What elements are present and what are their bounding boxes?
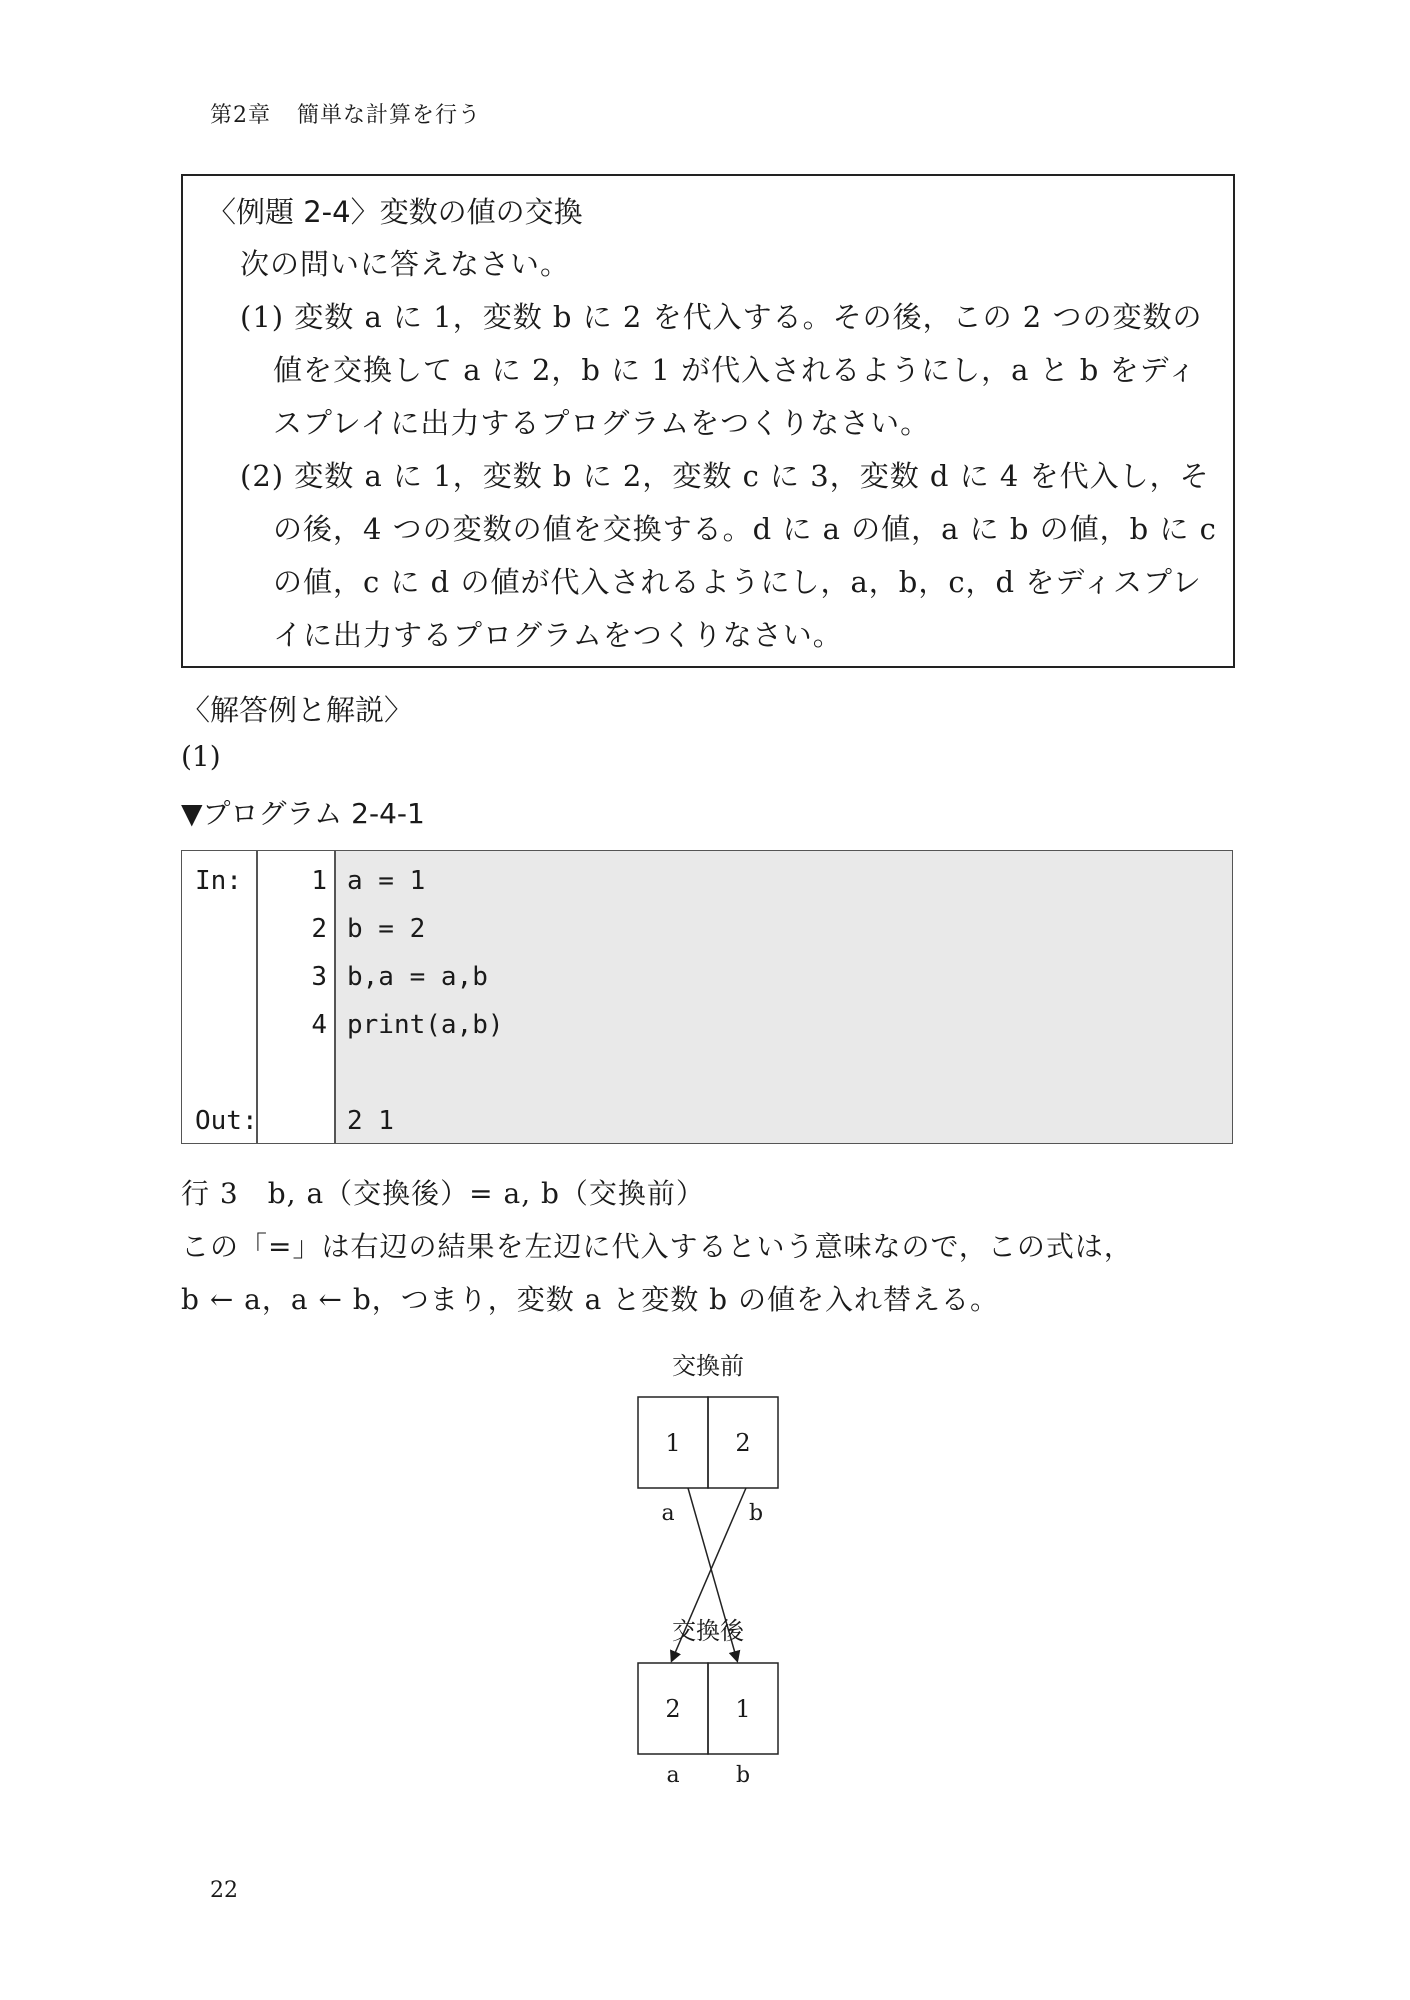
- chapter-label: 第2章: [210, 103, 271, 128]
- example-line: スプレイに出力するプログラムをつくりなさい。: [273, 406, 931, 440]
- example-line: (1) 変数 a に 1，変数 b に 2 を代入する。その後，この 2 つの変数の: [240, 300, 1203, 334]
- before-var: b: [748, 1501, 764, 1526]
- example-line: イに出力するプログラムをつくりなさい。: [273, 618, 843, 652]
- in-label: In:: [195, 866, 242, 896]
- example-line: の後，4 つの変数の値を交換する。d に a の値，a に b の値，b に c: [273, 512, 1217, 546]
- after-label: 交換後: [672, 1617, 744, 1645]
- before-label: 交換前: [672, 1352, 744, 1380]
- explanation-line: この「=」は右辺の結果を左辺に代入するという意味なので，この式は，: [181, 1230, 1133, 1263]
- example-title: 〈例題 2-4〉変数の値の交換: [207, 195, 583, 229]
- after-value: 1: [735, 1695, 751, 1723]
- running-head: [210, 98, 481, 129]
- code-line: a = 1: [347, 866, 426, 896]
- swap-diagram: [600, 1345, 820, 1805]
- page-number: 22: [210, 1878, 238, 1903]
- example-line: 値を交換して a に 2，b に 1 が代入されるようにし，a と b をディ: [273, 353, 1198, 387]
- after-var: b: [735, 1763, 751, 1788]
- before-value: 1: [665, 1429, 681, 1457]
- code-line: b,a = a,b: [347, 962, 488, 992]
- chapter-title: 簡単な計算を行う: [297, 103, 482, 128]
- code-line: print(a,b): [347, 1010, 504, 1040]
- line-number: 4: [311, 1010, 327, 1040]
- answer-heading: 〈解答例と解説〉: [181, 693, 414, 727]
- line-number: 1: [311, 866, 327, 896]
- example-line: 次の問いに答えなさい。: [240, 247, 571, 281]
- example-line: (2) 変数 a に 1，変数 b に 2，変数 c に 3，変数 d に 4 を代入し，そ: [240, 459, 1210, 493]
- part-label: (1): [181, 740, 221, 773]
- explanation-line: b ← a，a ← b，つまり，変数 a と変数 b の値を入れ替える。: [181, 1283, 999, 1316]
- explanation-line: 行 3 b, a（交換後）= a, b（交換前）: [181, 1177, 705, 1210]
- before-value: 2: [735, 1429, 751, 1457]
- after-value: 2: [665, 1695, 681, 1723]
- before-var: a: [661, 1501, 675, 1526]
- after-var: a: [666, 1763, 680, 1788]
- line-number: 3: [311, 962, 327, 992]
- line-number: 2: [311, 914, 327, 944]
- program-output: 2 1: [347, 1106, 394, 1136]
- column-divider: [334, 851, 336, 1143]
- column-divider: [256, 851, 258, 1143]
- code-area: [335, 851, 1232, 1143]
- program-heading: ▼プログラム 2-4-1: [181, 797, 425, 830]
- out-label: Out:: [195, 1106, 258, 1136]
- code-line: b = 2: [347, 914, 426, 944]
- example-line: の値，c に d の値が代入されるようにし，a，b，c，d をディスプレ: [273, 565, 1202, 599]
